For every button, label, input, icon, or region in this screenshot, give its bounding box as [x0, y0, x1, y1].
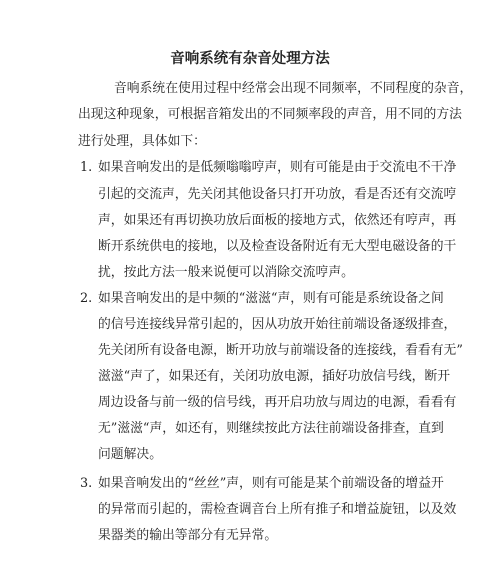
item-1-number: 1. — [80, 160, 93, 175]
item-3-line-2: 的异常而引起的，需检查调音台上所有推子和增益旋钮，以及效 — [98, 502, 457, 517]
intro-line-2: 出现这种现象，可根据音箱发出的不同频率段的声音，用不同的方法 — [78, 107, 462, 122]
item-3-line-3: 果器类的输出等部分有无异常。 — [98, 528, 278, 543]
item-2-line-3: 先关闭所有设备电源，断开功放与前端设备的连接线，看看有无” — [98, 343, 463, 358]
item-3-line-1: 如果音响发出的“丝丝”声，则有可能是某个前端设备的增益开 — [98, 476, 444, 491]
item-2-number: 2. — [80, 291, 93, 306]
item-1-line-3: 声，如果还有再切换功放后面板的接地方式，依然还有哼声，再 — [98, 213, 457, 228]
item-1-line-1: 如果音响发出的是低频嗡嗡哼声，则有可能是由于交流电不干净 — [98, 160, 457, 175]
item-3-number: 3. — [80, 476, 93, 491]
item-2-line-1: 如果音响发出的是中频的“滋滋“声，则有可能是系统设备之间 — [98, 291, 444, 306]
item-2-line-2: 的信号连接线异常引起的，因从功放开始往前端设备逐级排查， — [98, 317, 457, 332]
intro-line-1: 音响系统在使用过程中经常会出现不同频率，不同程度的杂音， — [114, 81, 473, 96]
document-title: 音响系统有杂音处理方法 — [170, 50, 330, 67]
item-2-line-4: 滋滋“声了，如果还有，关闭功放电源，插好功放信号线，断开 — [98, 369, 451, 384]
item-2-line-6: 无”滋滋“声，如还有，则继续按此方法往前端设备排查，直到 — [98, 421, 444, 436]
item-1-line-2: 引起的交流声，先关闭其他设备只打开功放，看是否还有交流哼 — [98, 187, 457, 202]
item-1-line-5: 扰，按此方法一般来说便可以消除交流哼声。 — [98, 265, 354, 280]
item-2-line-5: 周边设备与前一级的信号线，再开启功放与周边的电源，看看有 — [98, 395, 457, 410]
intro-line-3: 进行处理，具体如下： — [78, 134, 206, 149]
item-2-line-7: 问题解决。 — [98, 447, 162, 462]
item-1-line-4: 断开系统供电的接地，以及检查设备附近有无大型电磁设备的干 — [98, 239, 457, 254]
